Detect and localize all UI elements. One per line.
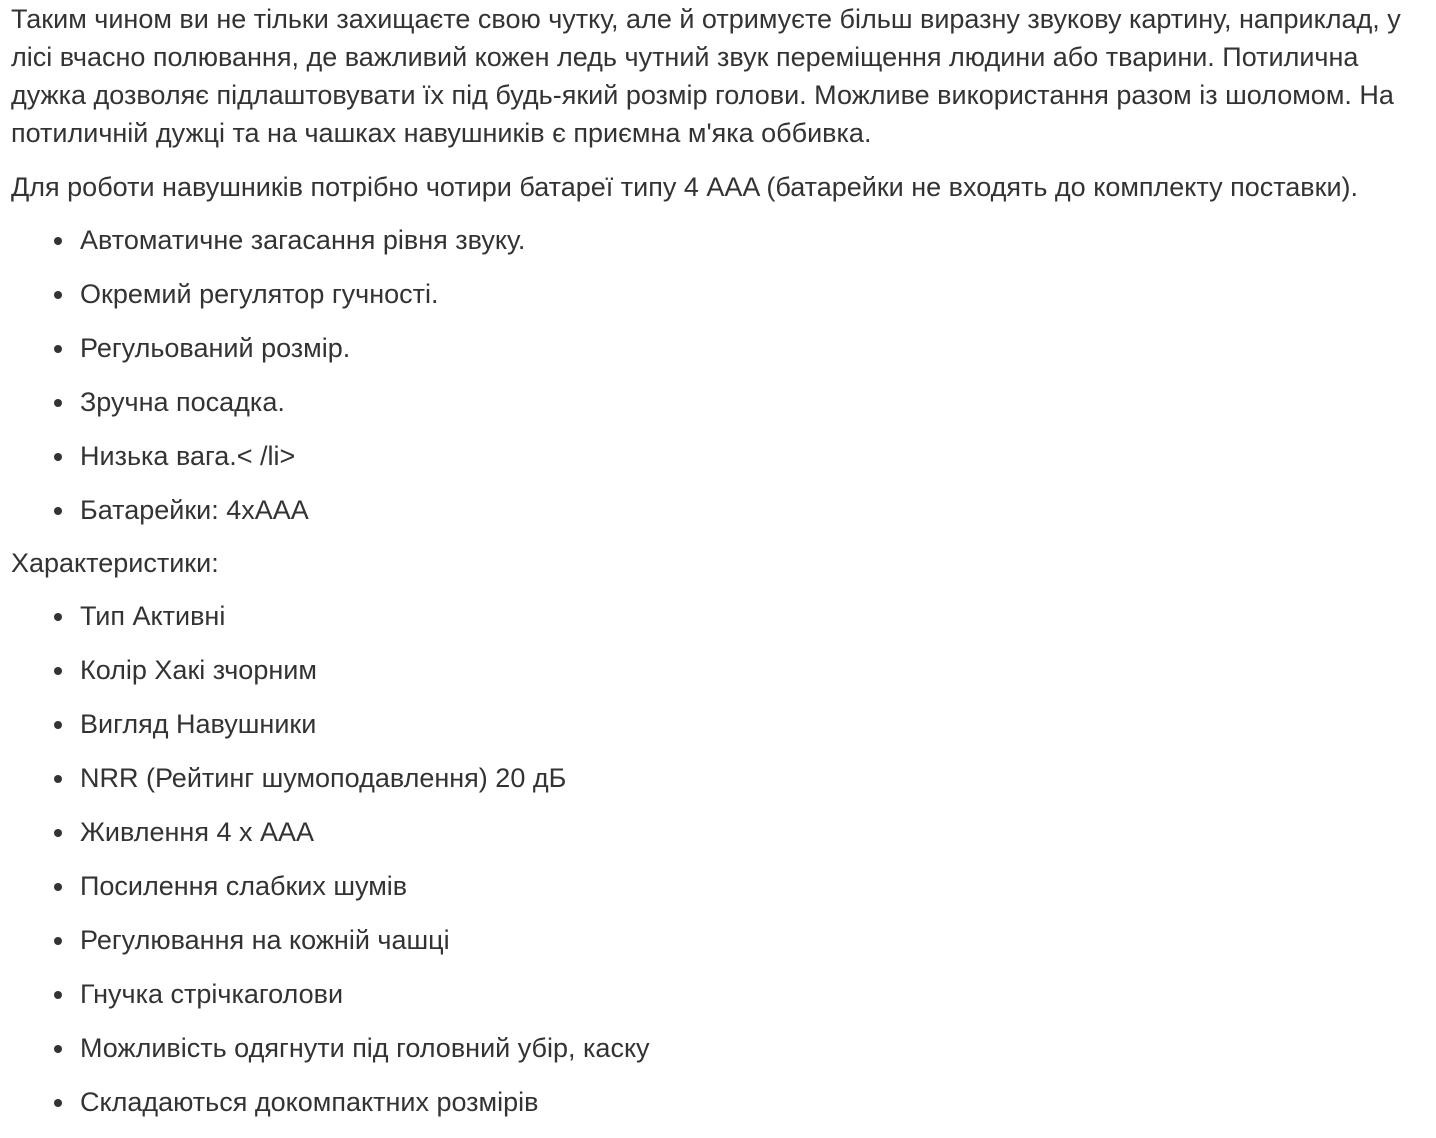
bullet-icon <box>54 1099 62 1107</box>
list-item-text: Регульований розмір. <box>80 333 351 363</box>
bullet-icon <box>54 507 62 515</box>
list-item <box>80 975 1436 1013</box>
batteries-paragraph: Для роботи навушників потрібно чотири батареї типу 4 AAA (батарейки не входять до комплекту поставки). <box>11 172 1359 202</box>
list-item <box>80 813 1436 851</box>
list-item <box>80 1083 1436 1121</box>
list-item-text: Гнучка стрічкаголови <box>80 979 344 1009</box>
list-item <box>80 437 1436 475</box>
list-item-text: Тип Активні <box>80 601 226 631</box>
bullet-icon <box>54 237 62 245</box>
list-item <box>80 597 1436 635</box>
features-list <box>11 221 1436 529</box>
list-item <box>80 759 1436 797</box>
bullet-icon <box>54 883 62 891</box>
list-item-text: Вигляд Навушники <box>80 709 317 739</box>
bullet-icon <box>54 829 62 837</box>
specs-heading: Характеристики: <box>11 548 219 578</box>
list-item <box>80 383 1436 421</box>
intro-paragraph: Таким чином ви не тільки захищаєте свою чутку, але й отримуєте більш виразну звукову картину, наприклад, у лісі вчасно полювання, де важливий кожен ледь чутний звук переміщення людини або тварини. Потилична дужка дозволяє підлаштовувати їх під будь-який розмір голови. Можливе використання разом із шоломом. На потиличній дужці та на чашках навушників є приємна м'яка оббивка. <box>11 4 1401 148</box>
bullet-icon <box>54 721 62 729</box>
bullet-icon <box>54 613 62 621</box>
bullet-icon <box>54 991 62 999</box>
list-item <box>80 221 1436 259</box>
list-item-text: Регулювання на кожній чашці <box>80 925 450 955</box>
list-item-text: Можливість одягнути під головний убір, каску <box>80 1033 650 1063</box>
list-item-text: Батарейки: 4хААА <box>80 495 309 525</box>
list-item <box>80 867 1436 905</box>
list-item <box>80 921 1436 959</box>
list-item <box>80 1029 1436 1067</box>
list-item <box>80 275 1436 313</box>
specs-list <box>11 597 1436 1121</box>
list-item-text: NRR (Рейтинг шумоподавлення) 20 дБ <box>80 763 567 793</box>
list-item <box>80 651 1436 689</box>
list-item-text: Живлення 4 х AAA <box>80 817 314 847</box>
list-item-text: Посилення слабких шумів <box>80 871 408 901</box>
list-item <box>80 705 1436 743</box>
list-item-text: Складаються докомпактних розмірів <box>80 1087 539 1117</box>
list-item-text: Зручна посадка. <box>80 387 285 417</box>
list-item-text: Низька вага.< /li> <box>80 441 296 471</box>
list-item <box>80 329 1436 367</box>
list-item-text: Колір Хакі зчорним <box>80 655 317 685</box>
bullet-icon <box>54 1045 62 1053</box>
bullet-icon <box>54 453 62 461</box>
list-item-text: Автоматичне загасання рівня звуку. <box>80 225 526 255</box>
bullet-icon <box>54 399 62 407</box>
bullet-icon <box>54 291 62 299</box>
list-item <box>80 491 1436 529</box>
bullet-icon <box>54 345 62 353</box>
bullet-icon <box>54 937 62 945</box>
bullet-icon <box>54 667 62 675</box>
list-item-text: Окремий регулятор гучності. <box>80 279 439 309</box>
bullet-icon <box>54 775 62 783</box>
